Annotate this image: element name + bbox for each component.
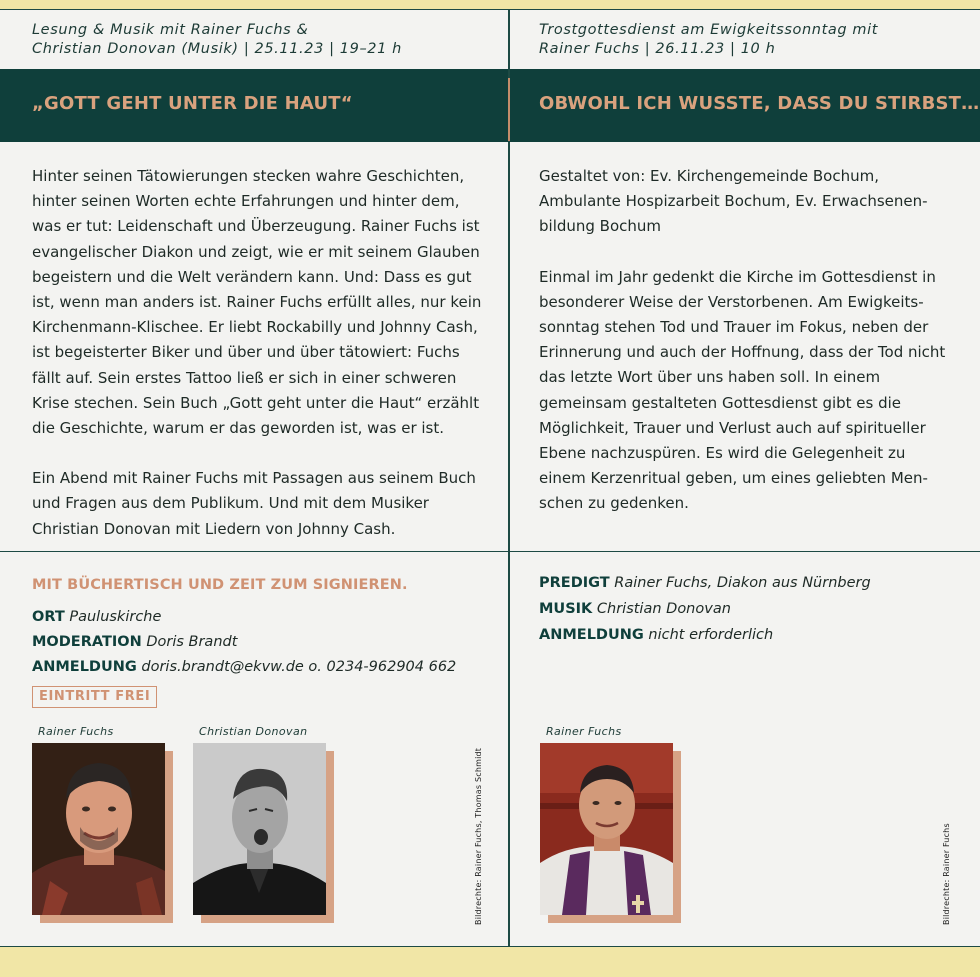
photo-christian-donovan	[193, 725, 334, 923]
event-header	[510, 10, 980, 69]
detail-value: Rainer Fuchs, Diakon aus Nürnberg	[614, 575, 871, 591]
event-details	[32, 573, 492, 709]
portrait-image	[32, 743, 165, 915]
description-paragraph: Einmal im Jahr gedenkt die Kirche im Gottesdienst in besonderer Weise der Verstorbenen. Am Ewigkeits-sonntag stehen Tod und Trauer im Fokus, neben der Erinnerung und auch der Hoffnung, dass der Tod nicht das letzte Wort über uns haben soll. In einem gemeinsam gestalteten Gottesdienst gibt es die Möglichkeit, Trauer und Verlust auch auf spiritueller Ebene nachzuspüren. Es wird die Gelegenheit zu einem Kerzenritual geben, um eines geliebten Men-schen zu gedenken.	[539, 267, 946, 513]
description-paragraph: Ein Abend mit Rainer Fuchs mit Passagen aus seinem Buch und Fragen aus dem Publikum. Und mit dem Musiker Christian Donovan mit Liedern von Johnny Cash.	[32, 469, 476, 538]
detail-row-ort	[32, 605, 492, 630]
description-paragraph: Gestaltet von: Ev. Kirchengemeinde Bochum, Ambulante Hospizarbeit Bochum, Ev. Erwachsenen-bildung Bochum	[539, 167, 928, 236]
detail-value: Doris Brandt	[146, 634, 238, 650]
event-details	[539, 570, 980, 648]
free-entry-badge: EINTRITT FREI	[32, 686, 157, 708]
detail-key: ANMELDUNG	[32, 659, 137, 675]
image-credit: Bildrechte: Rainer Fuchs	[942, 823, 951, 925]
event-description	[510, 142, 980, 517]
photo-caption: Rainer Fuchs	[38, 725, 114, 738]
detail-key: PREDIGT	[539, 575, 610, 591]
detail-key: ANMELDUNG	[539, 627, 644, 643]
photo-caption: Rainer Fuchs	[546, 725, 622, 738]
detail-key: MODERATION	[32, 634, 142, 650]
event-header-line2: Christian Donovan (Musik) | 25.11.23 | 19–21 h	[32, 41, 402, 57]
event-title-band	[510, 69, 980, 142]
event-title-band	[0, 69, 508, 142]
photo-rainer-fuchs	[540, 725, 681, 923]
event-header-line1: Trostgottesdienst am Ewigkeitssonntag mit	[539, 22, 879, 38]
portrait-image	[540, 743, 673, 915]
detail-row-anmeldung	[32, 655, 492, 680]
event-title: „GOTT GEHT UNTER DIE HAUT“	[32, 93, 353, 114]
book-signing-note: MIT BÜCHERTISCH UND ZEIT ZUM SIGNIEREN.	[32, 577, 408, 593]
image-credit: Bildrechte: Rainer Fuchs, Thomas Schmidt	[474, 747, 483, 925]
photo-rainer-fuchs	[32, 725, 173, 923]
detail-row-predigt	[539, 570, 980, 596]
detail-row-anmeldung	[539, 622, 980, 648]
detail-value: Pauluskirche	[69, 609, 162, 625]
detail-value: Christian Donovan	[596, 601, 731, 617]
detail-row-moderation	[32, 630, 492, 655]
event-header	[0, 10, 508, 69]
description-paragraph: Hinter seinen Tätowierungen stecken wahre Geschichten, hinter seinen Worten echte Erfahrungen und hinter dem, was er tut: Leidenschaft und Überzeugung. Rainer Fuchs ist evangelischer Diakon und zeigt, wie er mit seinem Glauben begeistern und die Welt verändern kann. Und: Dass es gut ist, wenn man anders ist. Rainer Fuchs erfüllt alles, nur kein Kirchenmann-Klischee. Er liebt Rockabilly und Johnny Cash, ist begeisterter Biker und über und über tätowiert: Fuchs fällt auf. Sein erstes Tattoo ließ er sich in einer schweren Krise stechen. Sein Buch „Gott geht unter die Haut“ erzählt die Geschichte, warum er das geworden ist, was er ist.	[32, 167, 482, 438]
event-header-line1: Lesung & Musik mit Rainer Fuchs &	[32, 22, 309, 38]
title-band-divider	[508, 78, 510, 141]
detail-key: MUSIK	[539, 601, 593, 617]
event-column-trostgottesdienst	[510, 10, 980, 946]
portrait-image	[193, 743, 326, 915]
event-column-lesung	[0, 10, 508, 946]
detail-value: nicht erforderlich	[648, 627, 774, 643]
event-title: OBWOHL ICH WUSSTE, DASS DU STIRBST…	[539, 93, 980, 114]
photo-caption: Christian Donovan	[199, 725, 308, 738]
detail-key: ORT	[32, 609, 65, 625]
program-sheet	[0, 9, 980, 947]
detail-value: doris.brandt@ekvw.de o. 0234-962904 662	[141, 659, 457, 675]
event-header-line2: Rainer Fuchs | 26.11.23 | 10 h	[539, 41, 776, 57]
detail-row-musik	[539, 596, 980, 622]
event-description	[0, 142, 508, 542]
